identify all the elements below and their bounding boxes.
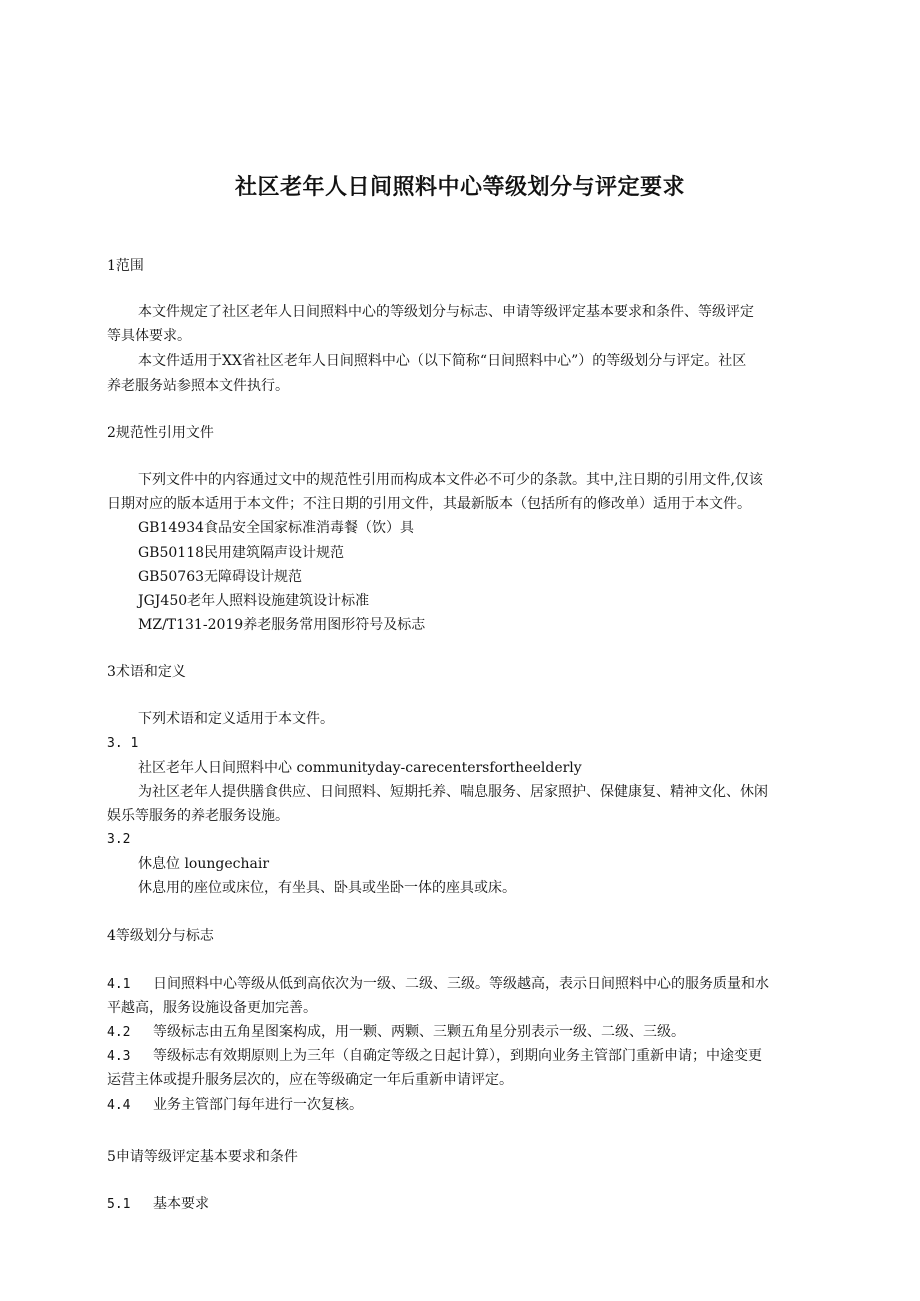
section-4-heading: 4等级划分与标志: [107, 928, 214, 944]
term-2-definition: 休息用的座位或床位，有坐具、卧具或坐卧一体的座具或床。: [138, 880, 516, 896]
section-1-paragraph-1-line-2: 等具体要求。: [107, 328, 191, 344]
reference-item: JGJ450老年人照料设施建筑设计标准: [138, 593, 370, 609]
clause-number: 5.1: [107, 1197, 131, 1212]
clause-5-1-line-1: [107, 1196, 209, 1213]
term-2-title: 休息位 loungechair: [138, 856, 270, 872]
clause-4-3-line-2: 运营主体或提升服务层次的，应在等级确定一年后重新申请评定。: [107, 1072, 513, 1088]
reference-item: GB50118民用建筑隔声设计规范: [138, 545, 345, 561]
section-1-heading: 1范围: [107, 258, 144, 274]
term-1-title: 社区老年人日间照料中心 communityday-carecentersfortheelderly: [138, 760, 582, 776]
clause-4-1-line-1: [107, 976, 769, 993]
section-1-paragraph-2-line-1: 本文件适用于XX省社区老年人日间照料中心（以下简称“日间照料中心”）的等级划分与评定。社区: [138, 353, 747, 369]
clause-text: 等级标志由五角星图案构成，用一颗、两颗、三颗五角星分别表示一级、二级、三级。: [153, 1024, 685, 1040]
clause-4-4-line-1: [107, 1097, 363, 1114]
clause-number: 4.4: [107, 1098, 131, 1113]
term-1-definition-line-2: 娱乐等服务的养老服务设施。: [107, 808, 289, 824]
clause-text: 等级标志有效期原则上为三年（自确定等级之日起计算），到期向业务主管部门重新申请；中途变更: [153, 1048, 762, 1064]
section-5-heading: 5申请等级评定基本要求和条件: [107, 1149, 298, 1165]
term-1-number: 3. 1: [107, 736, 139, 751]
term-2-number: 3.2: [107, 832, 131, 847]
clause-number: 4.1: [107, 977, 131, 992]
section-1-paragraph-1-line-1: 本文件规定了社区老年人日间照料中心的等级划分与标志、申请等级评定基本要求和条件、等级评定: [138, 304, 754, 320]
section-3-intro: 下列术语和定义适用于本文件。: [138, 711, 334, 727]
clause-4-2-line-1: [107, 1024, 685, 1041]
clause-4-3-line-1: [107, 1048, 762, 1065]
section-1-paragraph-2-line-2: 养老服务站参照本文件执行。: [107, 378, 289, 394]
clause-4-1-line-2: 平越高，服务设施设备更加完善。: [107, 1000, 317, 1016]
clause-text: 业务主管部门每年进行一次复核。: [153, 1097, 363, 1113]
clause-number: 4.2: [107, 1025, 131, 1040]
section-2-paragraph-line-1: 下列文件中的内容通过文中的规范性引用而构成本文件必不可少的条款。其中,注日期的引用文件,仅该: [138, 472, 763, 488]
clause-number: 4.3: [107, 1049, 131, 1064]
reference-item: MZ/T131-2019养老服务常用图形符号及标志: [138, 617, 426, 633]
section-2-paragraph-line-2: 日期对应的版本适用于本文件；不注日期的引用文件，其最新版本（包括所有的修改单）适用于本文件。: [107, 496, 751, 512]
reference-item: GB14934食品安全国家标准消毒餐（饮）具: [138, 520, 415, 536]
clause-text: 日间照料中心等级从低到高依次为一级、二级、三级。等级越高，表示日间照料中心的服务质量和水: [153, 976, 769, 992]
section-2-heading: 2规范性引用文件: [107, 425, 214, 441]
term-1-definition-line-1: 为社区老年人提供膳食供应、日间照料、短期托养、喘息服务、居家照护、保健康复、精神文化、休闲: [138, 784, 768, 800]
section-3-heading: 3术语和定义: [107, 664, 186, 680]
document-title: 社区老年人日间照料中心等级划分与评定要求: [234, 175, 685, 200]
reference-item: GB50763无障碍设计规范: [138, 569, 303, 585]
clause-text: 基本要求: [153, 1196, 209, 1212]
